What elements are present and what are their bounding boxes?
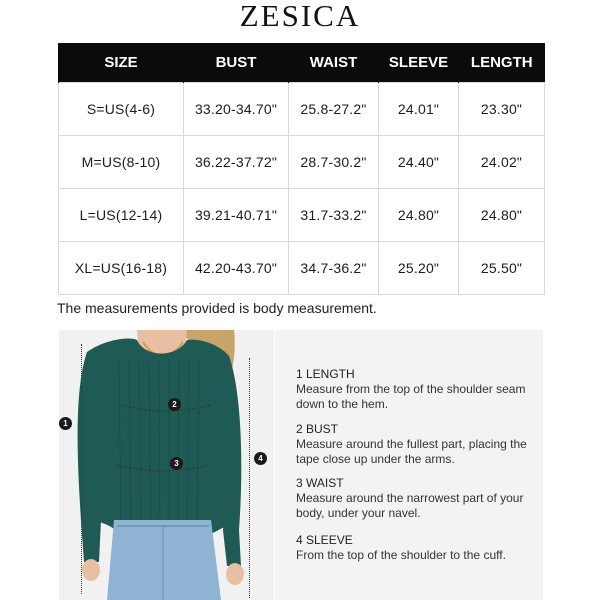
cell-sleeve: 24.40" bbox=[379, 135, 459, 188]
table-row bbox=[59, 241, 545, 294]
header-bust: BUST bbox=[184, 43, 289, 82]
guide-desc: Measure around the fullest part, placing the tape close up under the arms. bbox=[296, 437, 527, 466]
cell-length: 25.50" bbox=[459, 241, 545, 294]
guide-desc: From the top of the shoulder to the cuff. bbox=[296, 548, 506, 562]
marker-bust: 2 bbox=[168, 398, 181, 411]
cell-length: 24.02" bbox=[459, 135, 545, 188]
cell-sleeve: 25.20" bbox=[379, 241, 459, 294]
sweater bbox=[82, 339, 239, 536]
guide-desc: Measure from the top of the shoulder seam down to the hem. bbox=[296, 382, 526, 411]
marker-waist: 3 bbox=[170, 457, 183, 470]
guide-length bbox=[296, 367, 536, 412]
guide-waist bbox=[296, 476, 536, 521]
brand-logo: ZESICA bbox=[239, 0, 361, 33]
marker-length: 1 bbox=[59, 417, 72, 430]
cell-bust: 36.22-37.72" bbox=[184, 135, 289, 188]
right-hand bbox=[226, 563, 244, 585]
guide-bust bbox=[296, 422, 536, 467]
cell-bust: 42.20-43.70" bbox=[184, 241, 289, 294]
guide-title: 4 SLEEVE bbox=[296, 533, 353, 547]
header-size: SIZE bbox=[59, 43, 184, 82]
model-photo bbox=[59, 330, 274, 600]
cell-size: S=US(4-6) bbox=[59, 82, 184, 135]
cell-waist: 25.8-27.2" bbox=[289, 82, 379, 135]
marker-sleeve: 4 bbox=[254, 452, 267, 465]
table-header-row bbox=[59, 43, 545, 82]
length-measure-line bbox=[81, 344, 82, 594]
table-row bbox=[59, 188, 545, 241]
guide-title: 2 BUST bbox=[296, 422, 339, 436]
guide-desc: Measure around the narrowest part of your body, under your navel. bbox=[296, 491, 524, 520]
measurement-guide bbox=[275, 330, 543, 600]
cell-sleeve: 24.80" bbox=[379, 188, 459, 241]
cell-size: M=US(8-10) bbox=[59, 135, 184, 188]
table-row bbox=[59, 135, 545, 188]
cell-waist: 28.7-30.2" bbox=[289, 135, 379, 188]
header-waist: WAIST bbox=[289, 43, 379, 82]
model-illustration bbox=[59, 330, 274, 600]
cell-waist: 34.7-36.2" bbox=[289, 241, 379, 294]
cell-size: XL=US(16-18) bbox=[59, 241, 184, 294]
header-length: LENGTH bbox=[459, 43, 545, 82]
cell-bust: 39.21-40.71" bbox=[184, 188, 289, 241]
measurement-note: The measurements provided is body measurement. bbox=[57, 300, 377, 316]
cell-bust: 33.20-34.70" bbox=[184, 82, 289, 135]
cell-waist: 31.7-33.2" bbox=[289, 188, 379, 241]
guide-title: 3 WAIST bbox=[296, 476, 344, 490]
cell-length: 23.30" bbox=[459, 82, 545, 135]
size-chart-table bbox=[58, 43, 545, 295]
table-row bbox=[59, 82, 545, 135]
header-sleeve: SLEEVE bbox=[379, 43, 459, 82]
guide-sleeve bbox=[296, 533, 536, 563]
cell-size: L=US(12-14) bbox=[59, 188, 184, 241]
jeans bbox=[107, 520, 221, 600]
sleeve-measure-line bbox=[249, 358, 250, 598]
cell-sleeve: 24.01" bbox=[379, 82, 459, 135]
guide-title: 1 LENGTH bbox=[296, 367, 355, 381]
cell-length: 24.80" bbox=[459, 188, 545, 241]
left-hand bbox=[82, 559, 100, 581]
